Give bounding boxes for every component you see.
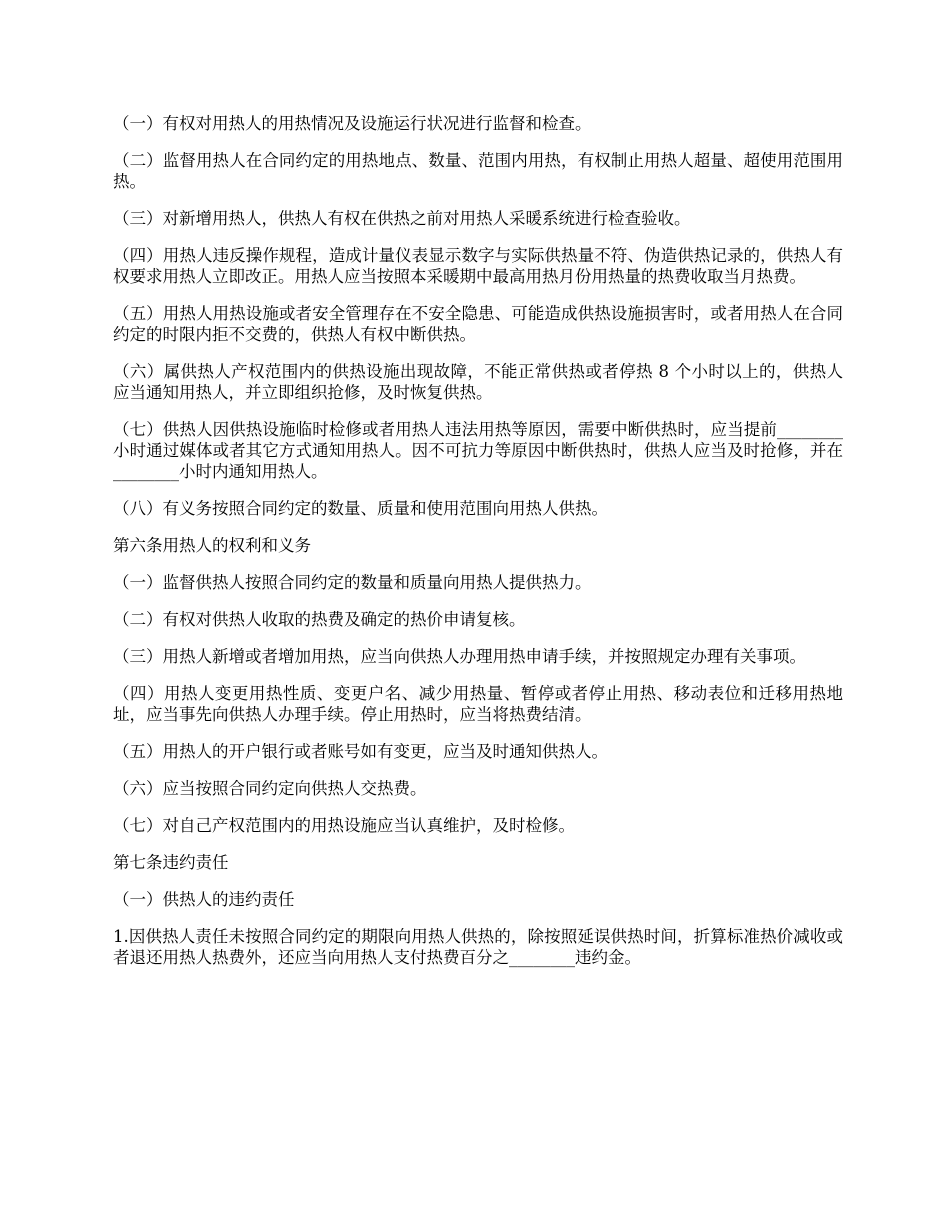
clause-paragraph: 1.因供热人责任未按照合同约定的期限向用热人供热的，除按照延误供热时间，折算标准热价减收或者退还用热人热费外，还应当向用热人支付热费百分之________违约金。 [113,927,843,967]
article-heading: 第七条违约责任 [113,853,229,872]
clause-paragraph: （一）有权对用热人的用热情况及设施运行状况进行监督和检查。 [113,114,592,133]
clause-paragraph: （四）用热人违反操作规程，造成计量仪表显示数字与实际供热量不符、伪造供热记录的，供热人有权要求用热人立即改正。用热人应当按照本采暖期中最高用热月份用热量的热费收取当月热费。 [113,246,843,286]
clause-paragraph: （七）对自己产权范围内的用热设施应当认真维护，及时检修。 [113,816,575,835]
clause-paragraph: （六）属供热人产权范围内的供热设施出现故障，不能正常供热或者停热 8 个小时以上的，供热人应当通知用热人，并立即组织抢修，及时恢复供热。 [113,362,843,402]
clause-paragraph: （五）用热人的开户银行或者账号如有变更，应当及时通知供热人。 [113,742,608,761]
clause-paragraph: （二）有权对供热人收取的热费及确定的热价申请复核。 [113,610,526,629]
document-page [113,113,843,984]
clause-paragraph: （二）监督用热人在合同约定的用热地点、数量、范围内用热，有权制止用热人超量、超使用范围用热。 [113,151,843,191]
clause-paragraph: （三）用热人新增或者增加用热，应当向供热人办理用热申请手续，并按照规定办理有关事项。 [113,647,806,666]
sub-heading: （一）供热人的违约责任 [113,890,295,909]
clause-paragraph: （一）监督供热人按照合同约定的数量和质量向用热人提供热力。 [113,573,592,592]
clause-paragraph: （五）用热人用热设施或者安全管理存在不安全隐患、可能造成供热设施损害时，或者用热人在合同约定的时限内拒不交费的，供热人有权中断供热。 [113,304,843,344]
clause-paragraph: （八）有义务按照合同约定的数量、质量和使用范围向用热人供热。 [113,499,608,518]
clause-paragraph: （七）供热人因供热设施临时检修或者用热人违法用热等原因，需要中断供热时，应当提前________小时通过媒体或者其它方式通知用热人。因不可抗力等原因中断供热时，供热人应当及时抢修，并在________小时内通知用热人。 [113,420,843,481]
clause-paragraph: （三）对新增用热人，供热人有权在供热之前对用热人采暖系统进行检查验收。 [113,209,691,228]
clause-paragraph: （四）用热人变更用热性质、变更户名、减少用热量、暂停或者停止用热、移动表位和迁移用热地址，应当事先向供热人办理手续。停止用热时，应当将热费结清。 [113,684,843,724]
article-heading: 第六条用热人的权利和义务 [113,536,311,555]
clause-paragraph: （六）应当按照合同约定向供热人交热费。 [113,779,427,798]
